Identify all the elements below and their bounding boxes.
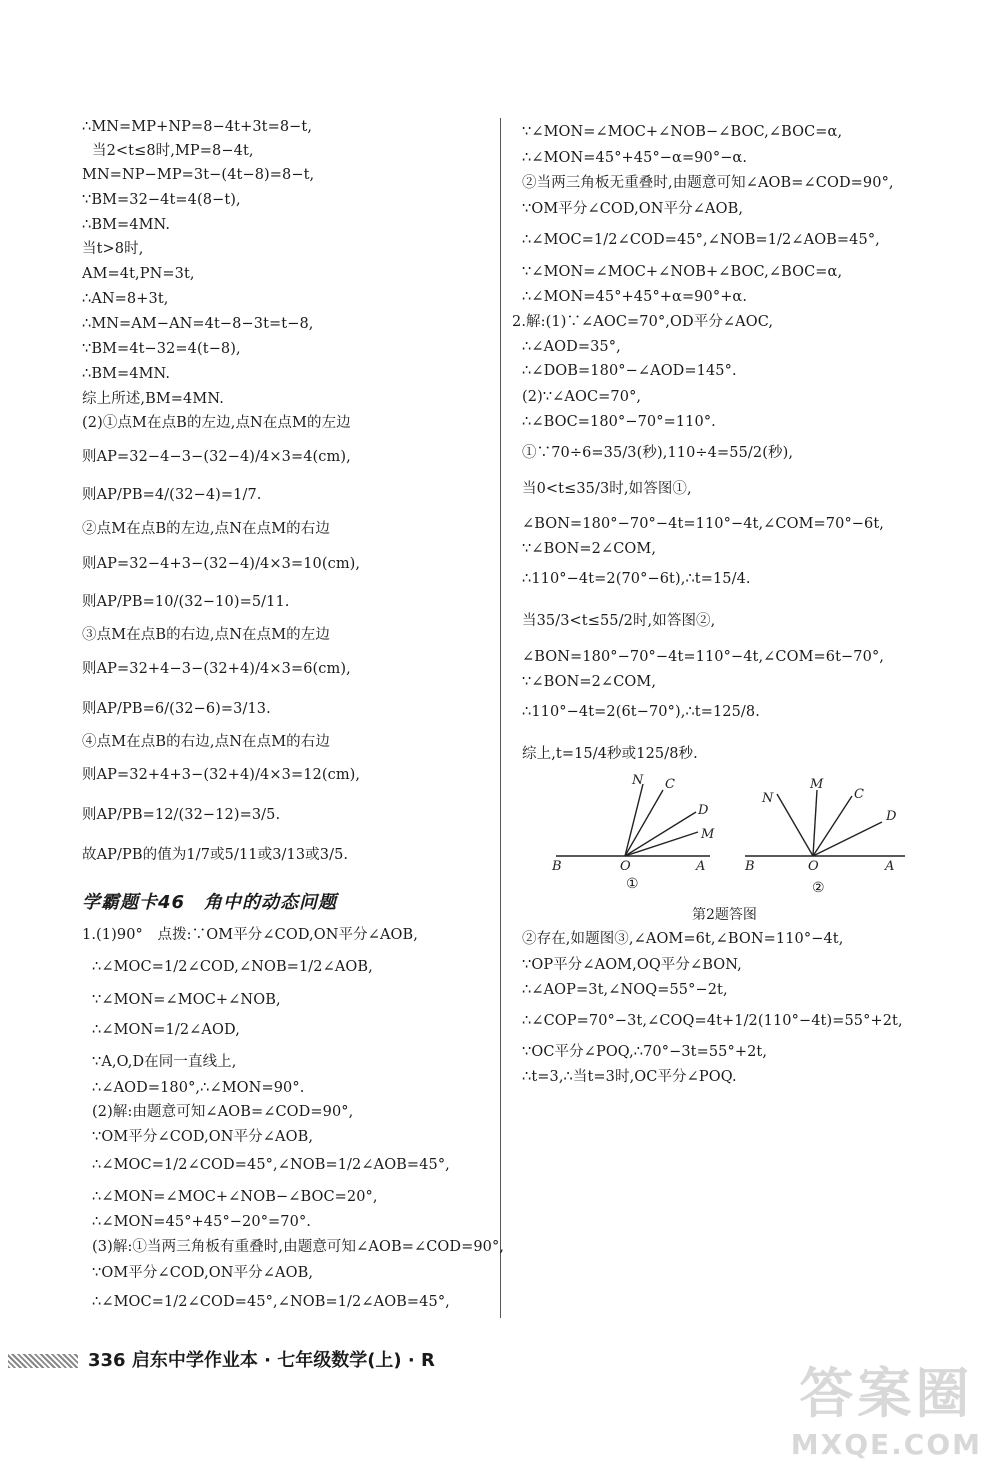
text-line: 则AP/PB=10/(32−10)=5/11. <box>82 594 290 610</box>
text-line: ②点M在点B的左边,点N在点M的右边 <box>82 521 330 537</box>
text-line: AM=4t,PN=3t, <box>82 266 195 282</box>
text-line: ∴∠MON=∠MOC+∠NOB−∠BOC=20°, <box>92 1189 378 1205</box>
label-m: M <box>810 777 824 792</box>
label-n: N <box>632 773 644 788</box>
text-line: ∴AN=8+3t, <box>82 291 169 307</box>
text-line: ∴∠MOC=1/2∠COD=45°,∠NOB=1/2∠AOB=45°, <box>92 1294 450 1310</box>
text-line: 综上所述,BM=4MN. <box>82 391 224 407</box>
figure-caption: 第2题答图 <box>692 907 757 923</box>
text-line: 则AP=32−4+3−(32−4)/4×3=10(cm), <box>82 556 361 572</box>
footer-decoration <box>8 1354 78 1368</box>
text-line: ∴∠BOC=180°−70°=110°. <box>522 414 716 430</box>
text-line: 当2<t≤8时,MP=8−4t, <box>92 143 254 159</box>
text-line: ∵BM=4t−32=4(t−8), <box>82 341 241 357</box>
text-line: 1.(1)90° 点拨:∵OM平分∠COD,ON平分∠AOB, <box>82 927 418 943</box>
text-line: ∵∠BON=2∠COM, <box>522 674 657 690</box>
text-line: ∵∠MON=∠MOC+∠NOB+∠BOC,∠BOC=α, <box>522 264 843 280</box>
watermark-url: MXQE.COM <box>790 1428 982 1461</box>
watermark <box>791 1351 982 1461</box>
label-d: D <box>886 809 897 824</box>
text-line: ∴MN=MP+NP=8−4t+3t=8−t, <box>82 119 313 135</box>
text-line: ∴∠MOC=1/2∠COD=45°,∠NOB=1/2∠AOB=45°, <box>522 232 880 248</box>
text-line: ∴∠AOD=35°, <box>522 339 621 355</box>
text-line: MN=NP−MP=3t−(4t−8)=8−t, <box>82 167 315 183</box>
text-line: (2)∵∠AOC=70°, <box>522 389 642 405</box>
text-line: 当t>8时, <box>82 241 144 257</box>
text-line: ③点M在点B的右边,点N在点M的左边 <box>82 627 330 643</box>
label-b: B <box>552 859 562 872</box>
label-m: M <box>701 827 715 842</box>
text-line: ④点M在点B的右边,点N在点M的右边 <box>82 734 330 750</box>
text-line: 故AP/PB的值为1/7或5/11或3/13或3/5. <box>82 847 349 863</box>
label-b: B <box>745 859 755 872</box>
text-line: 则AP=32+4+3−(32+4)/4×3=12(cm), <box>82 767 361 783</box>
text-line: ∴∠MON=45°+45°−20°=70°. <box>92 1214 312 1230</box>
figure-1-diagram <box>548 772 718 872</box>
text-line: ∵∠MON=∠MOC+∠NOB−∠BOC,∠BOC=α, <box>522 124 843 140</box>
text-line: 则AP/PB=6/(32−6)=3/13. <box>82 701 271 717</box>
text-line: ∴∠COP=70°−3t,∠COQ=4t+1/2(110°−4t)=55°+2t, <box>522 1013 903 1029</box>
label-o: O <box>808 859 819 872</box>
label-n: N <box>762 791 774 806</box>
label-a: A <box>885 859 895 872</box>
text-line: ∴BM=4MN. <box>82 217 171 233</box>
text-line: ∵∠MON=∠MOC+∠NOB, <box>92 992 281 1008</box>
text-line: ②存在,如题图③,∠AOM=6t,∠BON=110°−4t, <box>522 931 844 947</box>
ray-on <box>777 794 813 856</box>
text-line: ∵OM平分∠COD,ON平分∠AOB, <box>92 1129 314 1145</box>
text-line: ∵OM平分∠COD,ON平分∠AOB, <box>92 1265 314 1281</box>
text-line: 则AP=32+4−3−(32+4)/4×3=6(cm), <box>82 661 351 677</box>
text-line: (3)解:①当两三角板有重叠时,由题意可知∠AOB=∠COD=90°, <box>92 1239 505 1255</box>
footer-text: 336 启东中学作业本 · 七年级数学(上) · R <box>88 1350 435 1371</box>
figure-2-diagram <box>740 772 915 872</box>
text-line: ∵OM平分∠COD,ON平分∠AOB, <box>522 201 744 217</box>
ray-om <box>813 790 817 856</box>
label-o: O <box>620 859 631 872</box>
text-line: ∵∠BON=2∠COM, <box>522 541 657 557</box>
watermark-title: 答案圈 <box>799 1362 974 1425</box>
text-line: 则AP/PB=12/(32−12)=3/5. <box>82 807 281 823</box>
text-line: ∴BM=4MN. <box>82 366 171 382</box>
ray-on <box>625 784 643 856</box>
text-line: ∴∠MON=45°+45°−α=90°−α. <box>522 150 748 166</box>
text-line: ①∵70÷6=35/3(秒),110÷4=55/2(秒), <box>522 445 794 461</box>
column-divider <box>500 118 501 1318</box>
text-line: ∴∠DOB=180°−∠AOD=145°. <box>522 363 737 379</box>
text-line: ∴∠MOC=1/2∠COD=45°,∠NOB=1/2∠AOB=45°, <box>92 1157 450 1173</box>
text-line: ∴110°−4t=2(70°−6t),∴t=15/4. <box>522 571 751 587</box>
text-line: ∴∠AOP=3t,∠NOQ=55°−2t, <box>522 982 728 998</box>
label-a: A <box>696 859 706 872</box>
text-line: ②当两三角板无重叠时,由题意可知∠AOB=∠COD=90°, <box>522 175 894 191</box>
section-title: 学霸题卡46 角中的动态问题 <box>82 892 338 913</box>
label-c: C <box>854 787 864 802</box>
text-line: ∵A,O,D在同一直线上, <box>92 1054 237 1070</box>
text-line: (2)①点M在点B的左边,点N在点M的左边 <box>82 415 351 431</box>
text-line: 当35/3<t≤55/2时,如答图②, <box>522 613 716 629</box>
text-line: 则AP=32−4−3−(32−4)/4×3=4(cm), <box>82 449 351 465</box>
page-footer <box>8 1346 435 1372</box>
text-line: ∠BON=180°−70°−4t=110°−4t,∠COM=6t−70°, <box>522 649 885 665</box>
text-line: 2.解:(1)∵∠AOC=70°,OD平分∠AOC, <box>512 314 774 330</box>
text-line: (2)解:由题意可知∠AOB=∠COD=90°, <box>92 1104 354 1120</box>
text-line: 当0<t≤35/3时,如答图①, <box>522 481 692 497</box>
text-line: ∴∠MON=45°+45°+α=90°+α. <box>522 289 748 305</box>
text-line: ∴t=3,∴当t=3时,OC平分∠POQ. <box>522 1069 737 1085</box>
text-line: ∴∠MON=1/2∠AOD, <box>92 1022 240 1038</box>
text-line: ∴MN=AM−AN=4t−8−3t=t−8, <box>82 316 314 332</box>
label-d: D <box>698 803 709 818</box>
text-line: ∵BM=32−4t=4(8−t), <box>82 192 241 208</box>
text-line: ∠BON=180°−70°−4t=110°−4t,∠COM=70°−6t, <box>522 516 885 532</box>
text-line: ∵OP平分∠AOM,OQ平分∠BON, <box>522 957 742 973</box>
text-line: ∵OC平分∠POQ,∴70°−3t=55°+2t, <box>522 1044 768 1060</box>
text-line: ∴110°−4t=2(6t−70°),∴t=125/8. <box>522 704 760 720</box>
text-line: ∴∠MOC=1/2∠COD,∠NOB=1/2∠AOB, <box>92 959 373 975</box>
text-line: ∴∠AOD=180°,∴∠MON=90°. <box>92 1080 305 1096</box>
figure-2-label: ② <box>812 880 825 896</box>
label-c: C <box>665 777 675 792</box>
figure-1-label: ① <box>626 876 639 892</box>
ray-od <box>625 812 696 856</box>
text-line: 则AP/PB=4/(32−4)=1/7. <box>82 487 262 503</box>
text-line: 综上,t=15/4秒或125/8秒. <box>522 746 698 762</box>
